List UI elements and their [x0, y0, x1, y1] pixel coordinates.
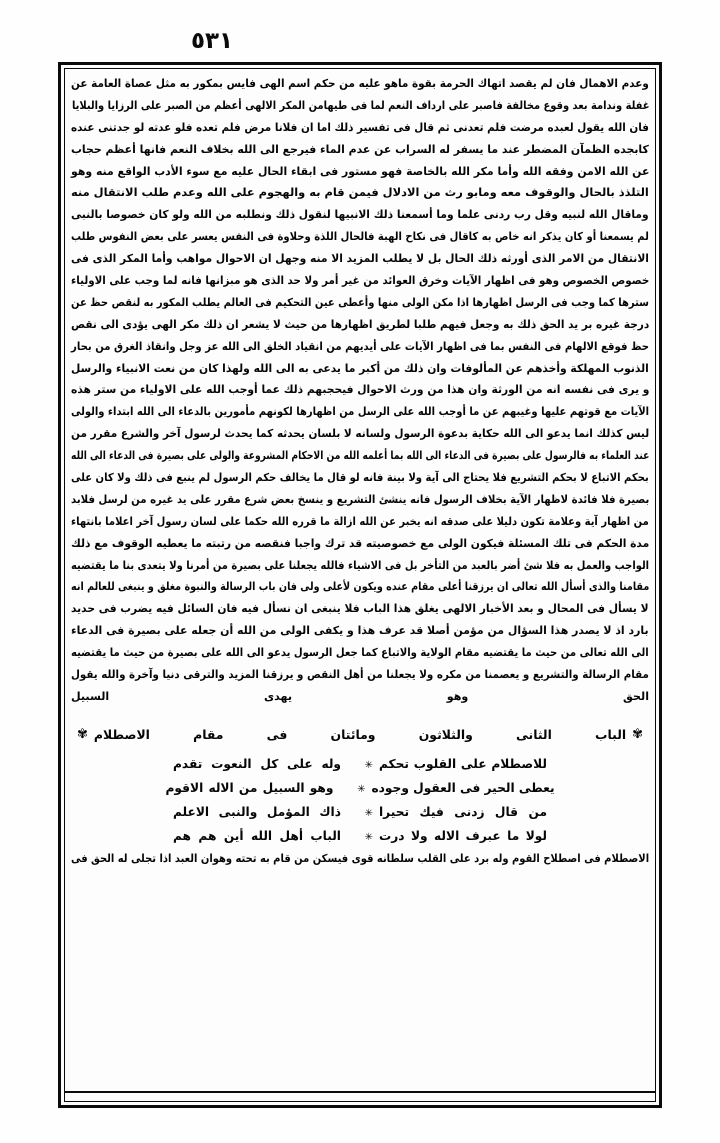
text-line-content: وعدم الاهمال فان لم يقصد اتهاك الحرمة بقوة ماهو عليه من حكم اسم الهى فايس بمكور به مثل عصاة العامة عن: [71, 77, 649, 90]
text-line-content: بصيرة فلا فائدة لاظهار الآية بخلاف الرسول فانه ينشئ التشريع و ينسخ بعض شرع مقرر على يد غيره من لرسل فلابد: [70, 492, 649, 506]
text-line: [71, 336, 649, 358]
text-line-content: التلذذ بالحال والوقوف معه ومابو رث من الادلال فيمن قام به والهجوم على الله وعدم طلب الانتقال منه: [71, 186, 649, 200]
text-line-content: الى الله تعالى من حيث ما يقتضيه مقام الولاية والاتباع كما جعل الرسول يدعو الى الله على بصيرة من حيث ما يقتضيه: [71, 646, 649, 660]
text-line-content: خصوص الخصوص وهو فى اظهار الآيات وخرق العوائد من غير أمر ولا حد الذى هو مبزانها فانه لما وجب على الاولياء: [70, 274, 649, 288]
text-line: [71, 620, 649, 642]
text-line: [71, 73, 649, 95]
closing-prose-content: الاصطلام فى اصطلاح القوم وله برد على القلب سلطانه قوى فيسكن من قام به تحته وهوان العبد اذا تجلى له الحق فى: [70, 851, 649, 865]
text-line: [71, 139, 649, 161]
text-line: [71, 598, 649, 620]
text-line-content: الذنوب المهلكة وأخذهم عن المألوفات وان ذلك من أكبر ما يدعى به الى الله ولهذا كان من نعت الانبياء والرسل: [71, 361, 649, 375]
poem-verse: [71, 800, 649, 824]
text-line-last: الحق وهو يهدى السبيل: [71, 689, 649, 703]
text-line: [71, 555, 649, 577]
text-line-content: من اظهار آية وعلامة تكون دليلا على صدقه انه يخبر عن الله ازالة ما قرره الله حكما على لسان رسول آخر اعلاما بانتهاء: [71, 514, 649, 528]
verse-hemistich-first: لولا ما عبرف الاله ولا درت: [379, 828, 547, 843]
text-frame-border: [58, 62, 662, 1108]
poem-verse: [71, 824, 649, 848]
text-line: [71, 161, 649, 183]
text-line: [71, 576, 649, 598]
text-line: [71, 445, 649, 467]
text-line-content: كابجده الظمآن المضطر عند ما يسفر له السراب عن عدم الماء فيرجع الى الله بخلاف النعم فانها أعظم حجاب: [71, 142, 649, 156]
poem-verse: [71, 752, 649, 776]
body-text-block: [71, 73, 649, 1085]
verse-hemistich-first: يعطى الحير فى العقول وجوده: [371, 780, 555, 795]
text-line: [71, 642, 649, 664]
text-line-content: الانتقال من الامر الذى أورثه ذلك الحال بل لا يطلب المزيد الا منه وجهل ان الاحوال مواهب وأما المكر الذى فى: [71, 252, 649, 266]
text-line-content: و يرى فى نفسه انه من الورثة وان هذا من ورث الاحوال فيحجبهم ذلك عما أوجب الله على الاولياء من ستر هذه: [70, 383, 649, 397]
text-line: [71, 467, 649, 489]
verse-separator-icon: ✳: [364, 807, 373, 819]
text-line-content: مدة الحكم فى تلك المسئلة فيكون الولى مع خصوصيته قد ترك واجبا فنقصه من رتبته ما يعطيه الوقوف مع ذلك: [70, 536, 649, 550]
text-line: [71, 226, 649, 248]
text-line: [71, 358, 649, 380]
text-line: [71, 401, 649, 423]
text-line: [71, 270, 649, 292]
text-line-content: درجة غيره بر يد الحق ذلك به وجعل فيهم طلبا لطريق اظهارها من حيث لا يشعر ان ذلك مكر الهى يؤدى الى نقص: [70, 317, 649, 331]
poem-block: [71, 752, 649, 848]
text-line: [71, 664, 649, 686]
text-line-content: الآيات مع قوتهم عليها وغيبهم عن ما أوجب الله على الرسل من اظهارها لكونهم مأمورين بالدعاء الى الله ابتداء والولى: [70, 405, 649, 419]
text-line: [71, 489, 649, 511]
floret-ornament-right-icon: ✾: [632, 727, 643, 743]
text-line: [71, 204, 649, 226]
closing-prose-line: [71, 848, 649, 870]
text-line-content: مقام الرسالة والتشريع و يعصمنا من مكره ولا يجعلنا من أهل النقص و يرزقنا المزيد والترقى دنيا وآخرة والله يقول: [71, 668, 649, 682]
text-line: [71, 248, 649, 270]
text-line: [71, 314, 649, 336]
verse-separator-icon: ✳: [357, 783, 366, 795]
text-line-content: بحكم الاتباع لا بحكم التشريع فلا يحتاج الى آية ولا بينة فانه لو قال ما يخالف حكم الرسول لم ينبع فى ذلك ولا كان على: [71, 471, 649, 485]
text-line: [71, 117, 649, 139]
verse-hemistich-second: وهو السبيل من الاله الاقوم: [165, 780, 334, 795]
text-line: [71, 182, 649, 204]
text-line-content: وماقال الله لنبيه وقل رب ردنى علما وما أسمعنا ذلك الانبيها لنقول ذلك ونطلبه من الله ولو كان خصوصا بالنبى: [71, 208, 649, 222]
text-line-content: سترها كما وجب فى الرسل اظهارها اذا مكن الولى منها وأعطى عين التحكيم فى العالم يطلب المكور به لنقص حظ عن: [71, 295, 649, 309]
text-line-content: ليس كذلك انما يدعو الى الله حكاية بدعوة الرسول ولسانه لا بلسان يحدثه كما يحدث لرسول آخر والشرع مقرر من: [70, 427, 649, 441]
text-line-content: حظ فوقع الالهام فى النفس بما فى اظهار الآيات على أيديهم من انقياد الخلق الى الله عز وجل وانقاذ الغرق من بحار: [70, 339, 649, 353]
frame-bottom-rule: [64, 1091, 656, 1093]
text-line-content: فان الله يقول لعبده مرضت فلم تعدنى ثم قال فى تفسير ذلك اما ان فلانا مرض فلم تعده فلو عدته لو جدتنى عنده: [71, 120, 649, 134]
text-line: [71, 292, 649, 314]
text-line-content: عن الله الامن وفقه الله وأما مكر الله بالخاصة فهو مستور فى ابقاء الحال عليه مع سوء الأدب الواقع منه وهو: [70, 164, 649, 178]
chapter-heading: [71, 720, 649, 750]
verse-hemistich-second: الباب أهل الله أين هم هم: [173, 828, 341, 843]
text-line-content: الواجب والعمل به فلا شئ أضر بالعبد من التأخر بل فى الاشياء فالله يجعلنا على بصيرة من أمرنا ولا يتعدى بنا ما يقتضيه: [70, 558, 649, 572]
text-line-content: لا يسأل فى المحال و بعد الأخبار الالهى يغلق هذا الباب فلا ينبغى ان نسأل فيه فان السائل فيه يضرب فى حديد: [71, 602, 649, 616]
verse-hemistich-first: من قال زدنى فيك تحيرا: [379, 804, 547, 819]
text-line: [71, 511, 649, 533]
text-line: [71, 379, 649, 401]
text-line-content: لم يسمعنا أو كان يذكر انه خاص به كاقال فى نكاح الهبة فالحال اللذة وحلاوة فى النفس يعسر على بعض النفوس طلب: [71, 230, 649, 244]
verse-separator-icon: ✳: [364, 831, 373, 843]
text-line-content: بارد اذ لا يصدر هذا السؤال من مؤمن أصلا قد عرف هذا و يكفى الولى من الله أن جعله على بصيرة فى الدعاء: [71, 624, 649, 638]
text-line-content: غفلة وندامة بعد وقوع مخالفة فاصبر على ارداف النعم لما فى طيهامن المكر الالهى أعظم من الصبر على الرزايا والبلايا: [71, 98, 649, 112]
floret-ornament-left-icon: ✾: [77, 727, 88, 743]
text-line: [71, 533, 649, 555]
text-line-content: مقامنا والذى أسأل الله تعالى ان يرزقنا أعلى مقام عنده ويكون لأعلى ولى فان باب الرسالة والنبوة مغلق و ينبغى للعالم انه: [70, 580, 649, 594]
verse-separator-icon: ✳: [364, 759, 373, 771]
text-line-content: عند العلماء به فالرسول على بصيرة فى الدعاء الى الله بما أعلمه الله من الاحكام المشروعة والولى على بصيرة فى الدعاء الى الله: [70, 449, 649, 463]
verse-hemistich-second: ذاك المؤمل والنبى الاعلم: [173, 804, 341, 819]
verse-hemistich-first: للاصطلام على القلوب تحكم: [379, 756, 547, 771]
page-number: ٥٣١: [190, 28, 234, 54]
text-line: [71, 423, 649, 445]
chapter-heading-text: الباب الثانى والثلاثون ومائتان فى مقام الاصطلام: [93, 726, 627, 742]
text-line: [71, 95, 649, 117]
verse-hemistich-second: وله على كل النعوت تقدم: [173, 756, 341, 771]
poem-verse: [71, 776, 649, 800]
